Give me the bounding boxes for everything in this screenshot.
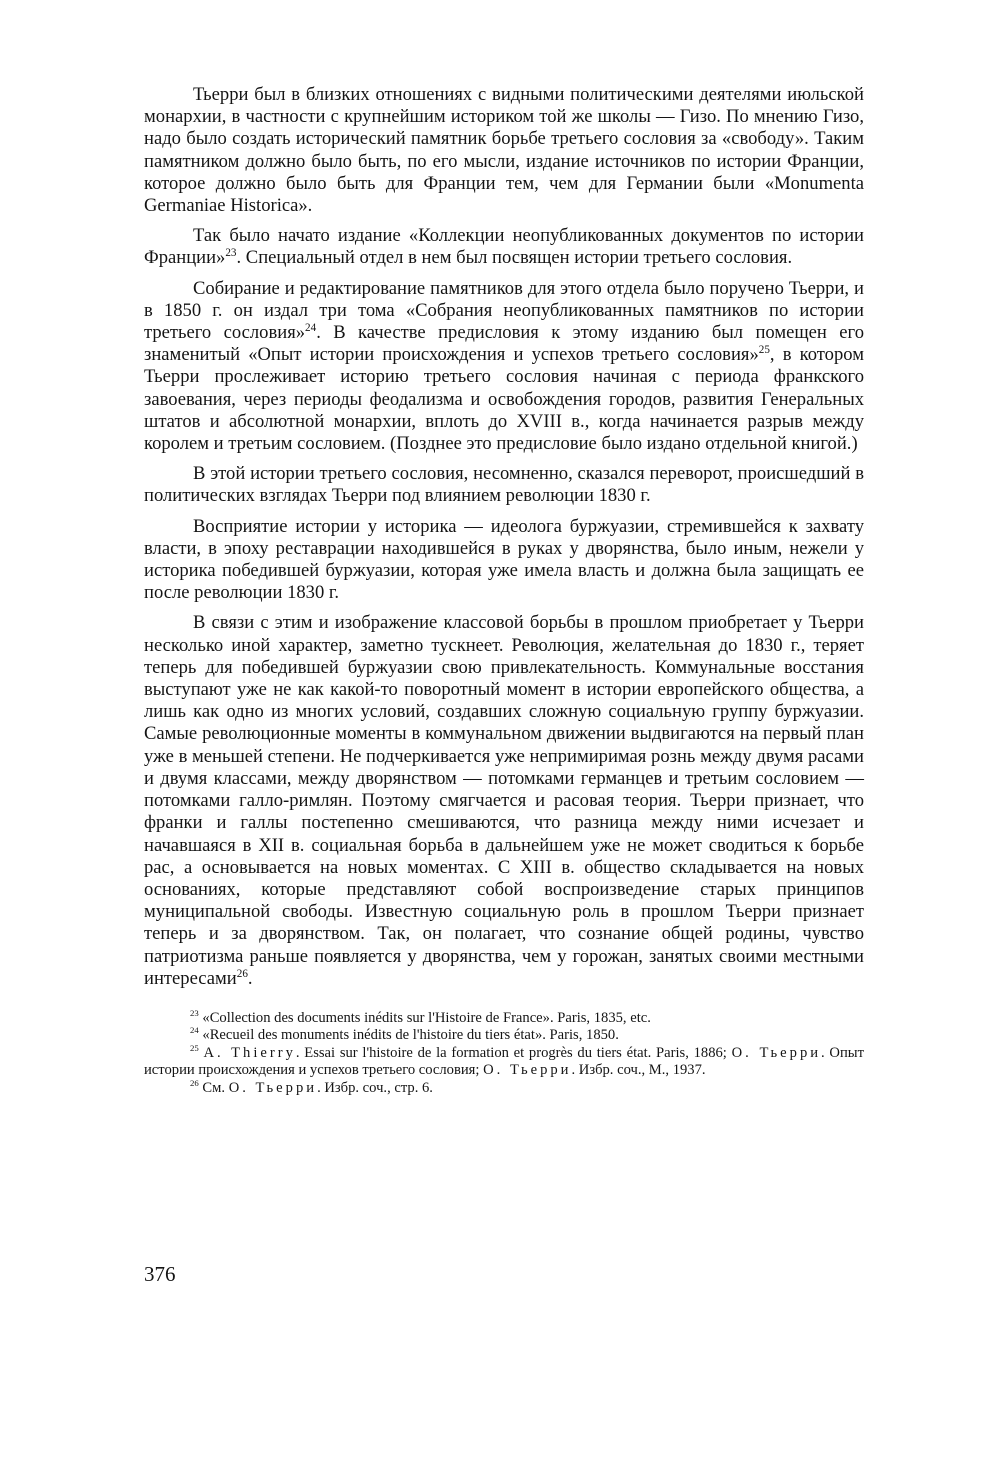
footnote-23 xyxy=(144,1010,864,1028)
footnote-author: О. Тьерри xyxy=(483,1062,572,1079)
footnotes xyxy=(144,1010,864,1098)
paragraph-3-text-3: , в котором Тьерри прослеживает историю третьего сословия начиная с периода франкского завоевания, через периоды феодализма и освобождения городов, развития Генеральных штатов и абсолютной монархии, вплоть до XVIII в., когда начинается разрыв между королем и третьим сословием. (Позднее это предисловие было издано отдельной книгой.) xyxy=(144,344,864,455)
footnote-author: О. Тьерри xyxy=(731,1044,822,1061)
footnote-25 xyxy=(144,1045,864,1080)
page-number: 376 xyxy=(144,1262,176,1286)
footnote-number: 26 xyxy=(190,1078,199,1089)
paragraph-2 xyxy=(144,225,864,269)
footnote-text: . Опыт истории происхождения и успехов третьего сословия; xyxy=(144,1044,864,1079)
paragraph-6-text-end: . xyxy=(247,967,253,989)
footnote-text: См. xyxy=(202,1079,229,1096)
footnote-author: О. Тьерри xyxy=(228,1079,318,1096)
footnote-24 xyxy=(144,1027,864,1045)
paragraph-4: В этой истории третьего сословия, несомненно, сказался переворот, происшедший в политических взглядах Тьерри под влиянием революции 1830 г. xyxy=(144,463,864,507)
footnote-ref-23[interactable]: 23 xyxy=(225,247,237,260)
paragraph-3-text-1: Собирание и редактирование памятников для этого отдела было поручено Тьерри, и в 1850 г. он издал три тома «Собрания неопубликованных памятников по истории третьего сословия» xyxy=(144,277,864,344)
footnote-text: . Избр. соч., М., 1937. xyxy=(571,1062,706,1079)
page-body xyxy=(144,84,864,1097)
footnote-text: «Recueil des monuments inédits de l'histoire du tiers état». Paris, 1850. xyxy=(202,1027,619,1044)
footnote-ref-26[interactable]: 26 xyxy=(236,967,248,980)
footnote-number: 24 xyxy=(190,1025,199,1036)
footnote-number: 23 xyxy=(190,1008,199,1019)
footnote-text: . Избр. соч., стр. 6. xyxy=(317,1079,433,1096)
paragraph-3 xyxy=(144,278,864,456)
paragraph-6 xyxy=(144,612,864,989)
paragraph-5: Восприятие истории у историка — идеолога буржуазии, стремившейся к захвату власти, в эпоху реставрации находившейся в руках у дворянства, было иным, нежели у историка победившей буржуазии, которая уже имела власть и должна была защищать ее после революции 1830 г. xyxy=(144,515,864,604)
footnote-ref-24[interactable]: 24 xyxy=(305,321,317,334)
paragraph-6-text: В связи с этим и изображение классовой борьбы в прошлом приобретает у Тьерри несколько иной характер, заметно тускнеет. Революция, желательная до 1830 г., теряет теперь для победившей буржуазии свою привлекательность. Коммунальные восстания выступают уже не как какой-то поворотный момент в истории европейского общества, а лишь как одно из многих условий, создавших сложную социальную группу буржуазии. Самые революционные моменты в коммунальном движении выдвигаются на первый план уже в меньшей степени. Не подчеркивается уже непримиримая рознь между двумя расами и двумя классами, между дворянством — потомками германцев и третьим сословием — потомками галло-римлян. Поэтому смягчается и расовая теория. Тьерри признает, что франки и галлы постепенно смешиваются, что разница между ними исчезает и начавшаяся в XII в. социальная борьба в дальнейшем уже не может сводиться к борьбе рас, а основывается на новых моментах. С XIII в. общество складывается на новых основаниях, которые представляют собой воспроизведение старых принципов муниципальной свободы. Известную социальную роль в прошлом Тьерри признает теперь и за дворянством. Так, он полагает, что сознание общей родины, чувство патриотизма раньше появляется у дворянства, чем у горожан, занятых своими местными интересами xyxy=(144,612,864,989)
paragraph-2-text: Так было начато издание «Коллекции неопубликованных документов по истории Франции» xyxy=(144,225,864,269)
paragraph-3-text-2: . В качестве предисловия к этому изданию был помещен его знаменитый «Опыт истории происхождения и успехов третьего сословия» xyxy=(144,322,864,366)
footnote-26 xyxy=(144,1080,864,1098)
footnote-text: . Essai sur l'histoire de la formation et progrès du tiers état. Paris, 1886; xyxy=(295,1044,732,1061)
paragraph-1: Тьерри был в близких отношениях с видными политическими деятелями июльской монархии, в частности с крупнейшим историком той же школы — Гизо. По мнению Гизо, надо было создать исторический памятник борьбе третьего сословия за «свободу». Таким памятником должно было быть, по его мысли, издание источников по истории Франции, которое должно было быть для Франции тем, чем для Германии были «Monumenta Germaniae Historica». xyxy=(144,84,864,217)
footnote-author: A. Thierry xyxy=(203,1044,296,1061)
footnote-ref-25[interactable]: 25 xyxy=(758,344,770,357)
paragraph-2-text-end: . Специальный отдел в нем был посвящен истории третьего сословия. xyxy=(236,247,793,269)
footnote-number: 25 xyxy=(190,1043,199,1054)
footnote-text: «Collection des documents inédits sur l'Histoire de France». Paris, 1835, etc. xyxy=(202,1009,651,1026)
